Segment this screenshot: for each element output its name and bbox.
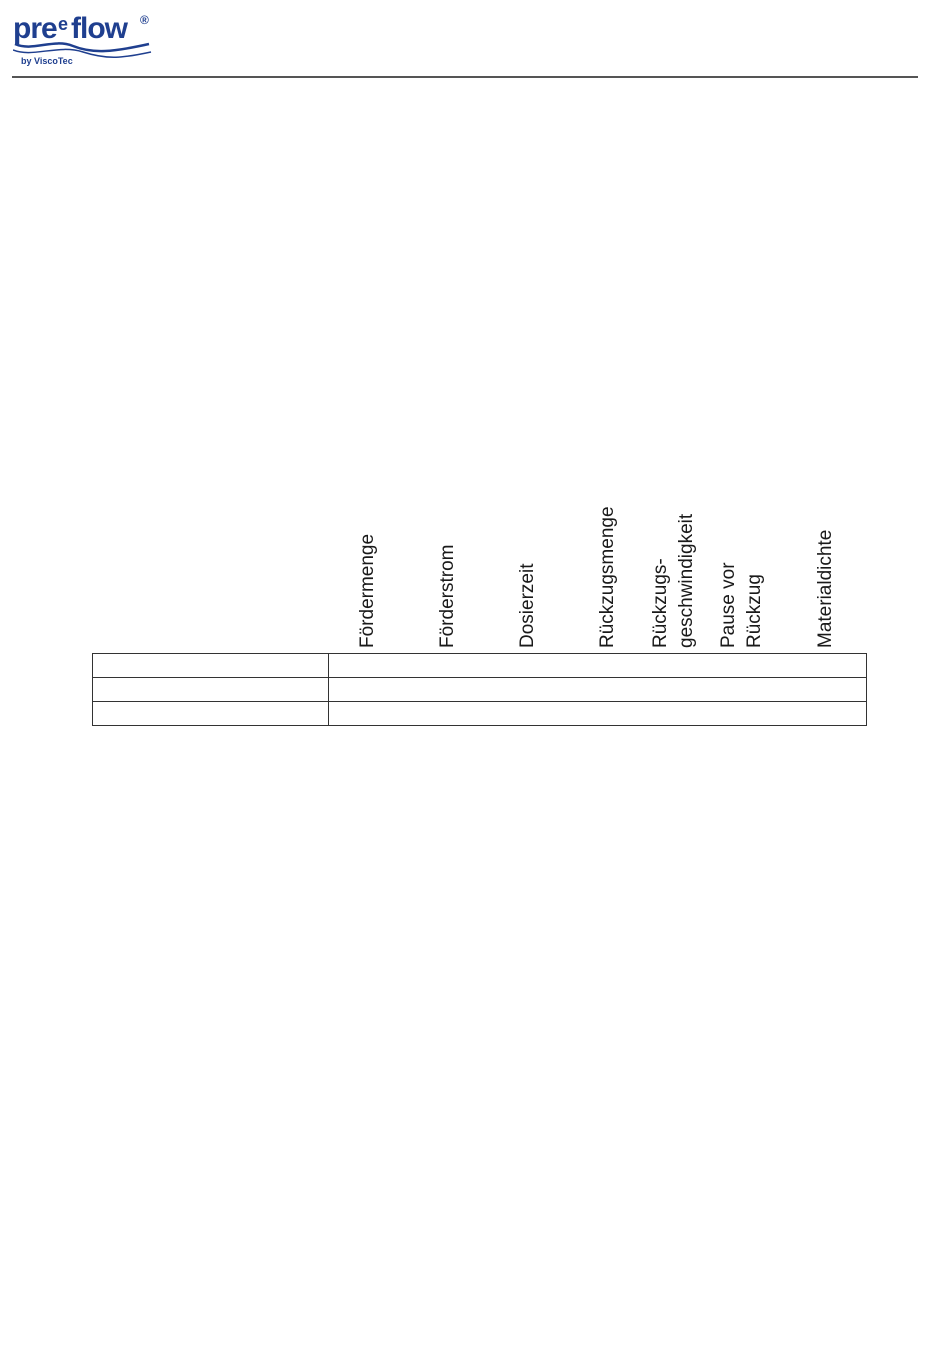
svg-text:e: e xyxy=(58,14,69,34)
svg-text:by ViscoTec: by ViscoTec xyxy=(21,56,73,66)
row-label-cell xyxy=(93,678,329,702)
table-row xyxy=(93,702,867,726)
parameter-table xyxy=(92,653,867,726)
svg-text:®: ® xyxy=(140,13,149,27)
row-label-cell xyxy=(93,654,329,678)
svg-text:pre: pre xyxy=(13,12,57,45)
row-value-cell xyxy=(329,702,867,726)
row-value-cell xyxy=(329,678,867,702)
row-label-cell xyxy=(93,702,329,726)
table-row xyxy=(93,678,867,702)
row-value-cell xyxy=(329,654,867,678)
table-row xyxy=(93,654,867,678)
preeflow-logo xyxy=(13,8,163,70)
svg-text:flow: flow xyxy=(71,12,127,45)
header-rule xyxy=(12,76,918,78)
